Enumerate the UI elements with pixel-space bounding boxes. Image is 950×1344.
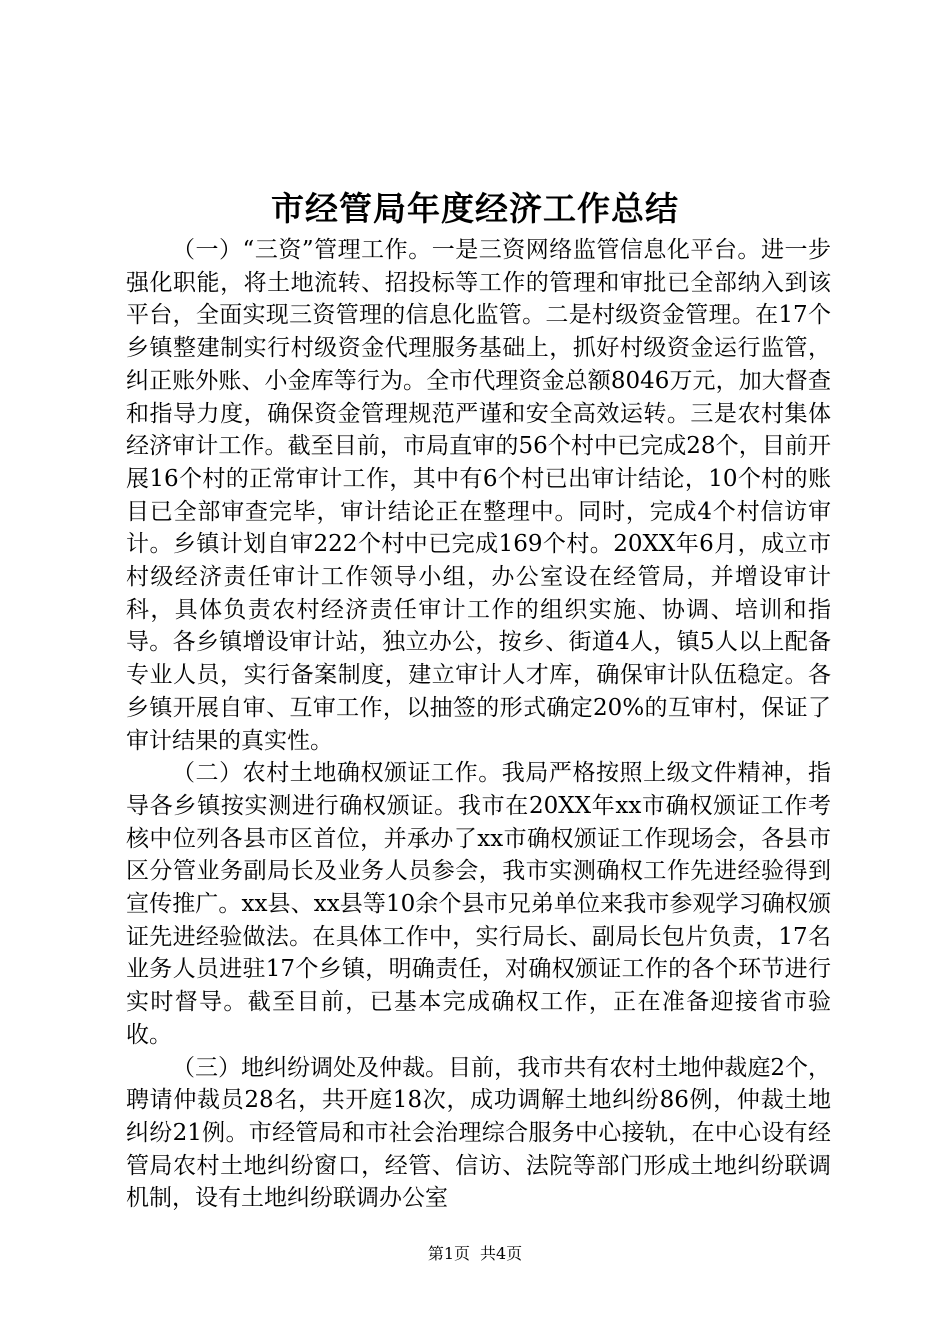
paragraph-sanzi-management: （一）“三资”管理工作。一是三资网络监管信息化平台。进一步强化职能，将土地流转、招投标等工作的管理和审批已全部纳入到该平台，全面实现三资管理的信息化监管。二是村级资金管理。在17个乡镇整建制实行村级资金代理服务基础上，抓好村级资金运行监管，纠正账外账、小金库等行为。全市代理资金总额8046万元，加大督查和指导力度，确保资金管理规范严谨和安全高效运转。三是农村集体经济审计工作。截至目前，市局直审的56个村中已完成28个，目前开展16个村的正常审计工作，其中有6个村已出审计结论，10个村的账目已全部审查完毕，审计结论正在整理中。同时，完成4个村信访审计。乡镇计划自审222个村中已完成169个村。20XX年6月，成立市村级经济责任审计工作领导小组，办公室设在经管局，并增设审计科，具体负责农村经济责任审计工作的组织实施、协调、培训和指导。各乡镇增设审计站，独立办公，按乡、街道4人，镇5人以上配备专业人员，实行备案制度，建立审计人才库，确保审计队伍稳定。各乡镇开展自审、互审工作，以抽签的形式确定20%的互审村，保证了审计结果的真实性。 (126, 237, 831, 754)
document-body (126, 234, 831, 1215)
page-number: 第1页 (427, 1244, 470, 1263)
page-footer (0, 1243, 950, 1265)
page-total: 共4页 (480, 1244, 523, 1263)
paragraph-land-dispute-arbitration: （三）地纠纷调处及仲裁。目前，我市共有农村土地仲裁庭2个，聘请仲裁员28名，共开庭18次，成功调解土地纠纷86例，仲裁土地纠纷21例。市经管局和市社会治理综合服务中心接轨，在中心设有经管局农村土地纠纷窗口，经管、信访、法院等部门形成土地纠纷联调机制，设有土地纠纷联调办公室 (126, 1054, 831, 1212)
document-title: 市经管局年度经济工作总结 (271, 189, 679, 228)
paragraph-land-rights-certification: （二）农村土地确权颁证工作。我局严格按照上级文件精神，指导各乡镇按实测进行确权颁证。我市在20XX年xx市确权颁证工作考核中位列各县市区首位，并承办了xx市确权颁证工作现场会，各县市区分管业务副局长及业务人员参会，我市实测确权工作先进经验得到宣传推广。xx县、xx县等10余个县市兄弟单位来我市参观学习确权颁证先进经验做法。在具体工作中，实行局长、副局长包片负责，17名业务人员进驻17个乡镇，明确责任，对确权颁证工作的各个环节进行实时督导。截至目前，已基本完成确权工作，正在准备迎接省市验收。 (126, 760, 831, 1048)
